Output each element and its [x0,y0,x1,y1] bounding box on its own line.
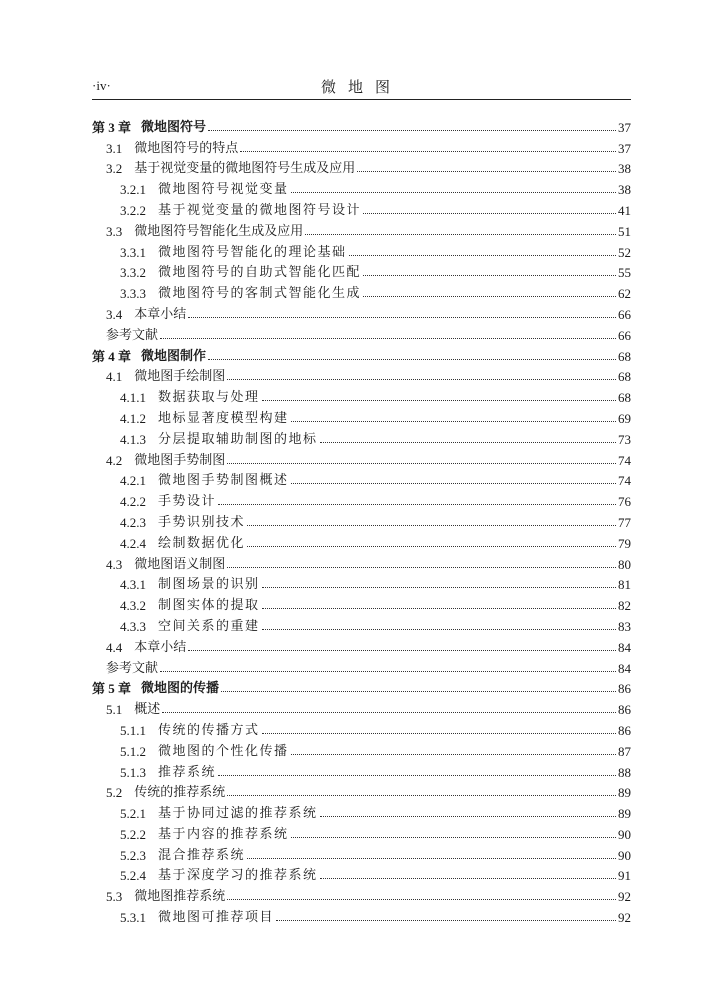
toc-entry-page: 69 [618,410,631,426]
toc-entry-title: 微地图手绘制图 [134,369,226,385]
toc-section-entry[interactable] [92,551,631,572]
toc-section-entry[interactable] [92,405,631,426]
toc-section-entry[interactable] [92,572,631,593]
toc-entry-page: 62 [618,286,631,302]
toc-entry-number: 3.3 [106,223,123,239]
toc-entry-page: 90 [618,847,631,863]
toc-entry-page: 83 [618,618,631,634]
toc-entry-number: 4.3.3 [120,618,146,634]
toc-entry-number: 第 3 章 [92,119,132,135]
toc-entry-number: 4.4 [106,639,123,655]
toc-entry-page: 74 [618,473,631,489]
toc-entry-number: 5.2 [106,785,123,801]
dot-leader [162,712,616,713]
toc-entry-page: 84 [618,639,631,655]
toc-entry-page: 52 [618,244,631,260]
toc-entry-title: 微地图手势制图概述 [158,473,289,489]
toc-entry-title: 分层提取辅助制图的地标 [158,431,318,447]
toc-entry-number: 4.2 [106,452,123,468]
toc-entry-title: 微地图符号智能化生成及应用 [134,223,304,239]
toc-section-entry[interactable] [92,863,631,884]
dot-leader [262,608,616,609]
toc-entry-page: 68 [618,390,631,406]
toc-entry-number: 4.3 [106,556,123,572]
toc-entry-title: 推荐系统 [158,764,217,780]
toc-entry-title: 微地图符号视觉变量 [158,182,289,198]
dot-leader [291,421,616,422]
toc-entry-number: 4.1.1 [120,390,146,406]
toc-entry-page: 86 [618,722,631,738]
toc-section-entry[interactable] [92,800,631,821]
toc-entry-page: 90 [618,826,631,842]
dot-leader [262,587,616,588]
dot-leader [262,400,616,401]
table-of-contents [92,114,631,925]
toc-entry-number: 5.3 [106,889,123,905]
toc-entry-title: 微地图符号智能化的理论基础 [158,244,347,260]
toc-references-entry[interactable] [92,322,631,343]
toc-entry-title: 微地图制作 [141,348,207,364]
dot-leader [218,775,616,776]
dot-leader [247,546,616,547]
toc-entry-page: 38 [618,182,631,198]
toc-entry-number: 3.2.2 [120,202,146,218]
toc-entry-number: 5.2.4 [120,868,146,884]
dot-leader [291,837,616,838]
dot-leader [221,691,616,692]
dot-leader [349,255,616,256]
toc-section-entry[interactable] [92,488,631,509]
toc-entry-page: 91 [618,868,631,884]
toc-entry-number: 4.2.2 [120,494,146,510]
dot-leader [208,359,616,360]
toc-entry-number: 4.1 [106,369,123,385]
dot-leader [218,504,616,505]
dot-leader [227,567,616,568]
toc-entry-title: 传统的推荐系统 [134,785,226,801]
toc-entry-number: 3.2 [106,161,123,177]
dot-leader [363,275,616,276]
dot-leader [276,920,616,921]
toc-entry-page: 68 [618,369,631,385]
dot-leader [363,296,616,297]
toc-entry-page: 82 [618,598,631,614]
toc-entry-number: 4.2.3 [120,514,146,530]
toc-section-entry[interactable] [92,135,631,156]
dot-leader [305,234,616,235]
toc-entry-page: 77 [618,514,631,530]
toc-entry-title: 参考文献 [106,327,159,343]
toc-entry-page: 37 [618,119,631,135]
toc-section-entry[interactable] [92,364,631,385]
toc-section-entry[interactable] [92,613,631,634]
toc-entry-number: 4.1.3 [120,431,146,447]
toc-entry-title: 微地图符号的自助式智能化匹配 [158,265,362,281]
toc-entry-page: 88 [618,764,631,780]
toc-entry-number: 5.2.3 [120,847,146,863]
toc-entry-title: 手势设计 [158,494,217,510]
dot-leader [227,795,616,796]
toc-entry-number: 5.1.2 [120,743,146,759]
toc-entry-number: 4.2.4 [120,535,146,551]
dot-leader [357,171,616,172]
toc-section-entry[interactable] [92,717,631,738]
dot-leader [320,816,616,817]
toc-section-entry[interactable] [92,696,631,717]
toc-entry-page: 73 [618,431,631,447]
toc-entry-number: 第 4 章 [92,348,132,364]
toc-section-entry[interactable] [92,156,631,177]
dot-leader [188,317,616,318]
toc-entry-title: 制图场景的识别 [158,577,260,593]
toc-entry-number: 3.2.1 [120,182,146,198]
toc-entry-page: 37 [618,140,631,156]
toc-entry-number: 3.1 [106,140,123,156]
toc-section-entry[interactable] [92,759,631,780]
toc-section-entry[interactable] [92,509,631,530]
toc-entry-page: 79 [618,535,631,551]
toc-section-entry[interactable] [92,384,631,405]
toc-section-entry[interactable] [92,468,631,489]
toc-section-entry[interactable] [92,280,631,301]
toc-entry-number: 5.1 [106,702,123,718]
toc-entry-title: 基于视觉变量的微地图符号设计 [158,202,362,218]
toc-section-entry[interactable] [92,842,631,863]
toc-entry-number: 4.3.1 [120,577,146,593]
toc-section-entry[interactable] [92,592,631,613]
toc-entry-title: 混合推荐系统 [158,847,246,863]
toc-entry-title: 微地图符号 [141,119,207,135]
toc-entry-page: 92 [618,889,631,905]
toc-entry-number: 5.1.1 [120,722,146,738]
toc-entry-title: 地标显著度模型构建 [158,410,289,426]
toc-entry-page: 38 [618,161,631,177]
toc-entry-page: 86 [618,681,631,697]
toc-entry-title: 数据获取与处理 [158,390,260,406]
toc-entry-page: 86 [618,702,631,718]
dot-leader [160,671,616,672]
toc-entry-title: 微地图语义制图 [134,556,226,572]
toc-entry-title: 微地图可推荐项目 [158,910,275,926]
toc-entry-number: 3.3.2 [120,265,146,281]
toc-entry-title: 手势识别技术 [158,514,246,530]
toc-section-entry[interactable] [92,260,631,281]
toc-entry-title: 微地图符号的特点 [134,140,239,156]
toc-section-entry[interactable] [92,197,631,218]
dot-leader [247,525,616,526]
toc-entry-title: 概述 [134,702,161,718]
page-header [92,72,631,98]
toc-entry-page: 66 [618,327,631,343]
toc-entry-title: 本章小结 [134,639,187,655]
toc-entry-page: 66 [618,306,631,322]
toc-entry-title: 绘制数据优化 [158,535,246,551]
dot-leader [227,379,616,380]
toc-entry-title: 本章小结 [134,306,187,322]
dot-leader [227,899,616,900]
toc-entry-page: 74 [618,452,631,468]
toc-chapter-entry[interactable] [92,676,631,697]
dot-leader [363,213,616,214]
dot-leader [320,878,616,879]
toc-entry-title: 微地图符号的客制式智能化生成 [158,286,362,302]
dot-leader [291,483,616,484]
dot-leader [262,733,616,734]
toc-entry-number: 3.3.1 [120,244,146,260]
toc-entry-title: 制图实体的提取 [158,598,260,614]
toc-entry-title: 微地图的传播 [141,681,220,697]
toc-entry-page: 89 [618,806,631,822]
toc-entry-number: 4.1.2 [120,410,146,426]
toc-entry-number: 5.2.1 [120,806,146,822]
dot-leader [188,650,616,651]
book-title: 微地图 [320,78,402,96]
toc-entry-title: 空间关系的重建 [158,618,260,634]
toc-entry-title: 微地图手势制图 [134,452,226,468]
toc-entry-number: 3.4 [106,306,123,322]
toc-section-entry[interactable] [92,239,631,260]
toc-entry-title: 传统的传播方式 [158,722,260,738]
toc-entry-page: 89 [618,785,631,801]
toc-section-entry[interactable] [92,218,631,239]
toc-section-entry[interactable] [92,176,631,197]
toc-entry-number: 第 5 章 [92,681,132,697]
toc-entry-title: 基于协同过滤的推荐系统 [158,806,318,822]
toc-section-entry[interactable] [92,530,631,551]
toc-entry-title: 参考文献 [106,660,159,676]
dot-leader [227,463,616,464]
toc-section-entry[interactable] [92,883,631,904]
toc-entry-page: 55 [618,265,631,281]
toc-entry-title: 基于深度学习的推荐系统 [158,868,318,884]
dot-leader [320,442,616,443]
toc-entry-title: 微地图推荐系统 [134,889,226,905]
toc-entry-title: 基于内容的推荐系统 [158,826,289,842]
toc-entry-page: 92 [618,910,631,926]
toc-section-entry[interactable] [92,738,631,759]
dot-leader [240,151,616,152]
toc-section-entry[interactable] [92,780,631,801]
toc-section-entry[interactable] [92,447,631,468]
toc-entry-number: 3.3.3 [120,286,146,302]
toc-section-entry[interactable] [92,821,631,842]
dot-leader [291,754,616,755]
toc-entry-number: 5.2.2 [120,826,146,842]
dot-leader [160,338,616,339]
toc-entry-page: 84 [618,660,631,676]
toc-entry-number: 4.3.2 [120,598,146,614]
page-number: ·iv· [92,78,111,93]
toc-chapter-entry[interactable] [92,343,631,364]
toc-references-entry[interactable] [92,655,631,676]
toc-section-entry[interactable] [92,301,631,322]
dot-leader [247,858,616,859]
dot-leader [208,130,616,131]
toc-entry-page: 80 [618,556,631,572]
toc-entry-page: 41 [618,202,631,218]
toc-entry-number: 5.3.1 [120,910,146,926]
header-rule [92,99,631,100]
toc-entry-page: 87 [618,743,631,759]
toc-section-entry[interactable] [92,634,631,655]
toc-entry-page: 76 [618,494,631,510]
dot-leader [262,629,616,630]
toc-entry-title: 基于视觉变量的微地图符号生成及应用 [134,161,356,177]
toc-chapter-entry[interactable] [92,114,631,135]
dot-leader [291,192,616,193]
toc-section-entry[interactable] [92,426,631,447]
toc-entry-page: 51 [618,223,631,239]
toc-entry-number: 4.2.1 [120,473,146,489]
toc-section-entry[interactable] [92,904,631,925]
toc-entry-number: 5.1.3 [120,764,146,780]
toc-entry-page: 68 [618,348,631,364]
toc-entry-title: 微地图的个性化传播 [158,743,289,759]
toc-entry-page: 81 [618,577,631,593]
